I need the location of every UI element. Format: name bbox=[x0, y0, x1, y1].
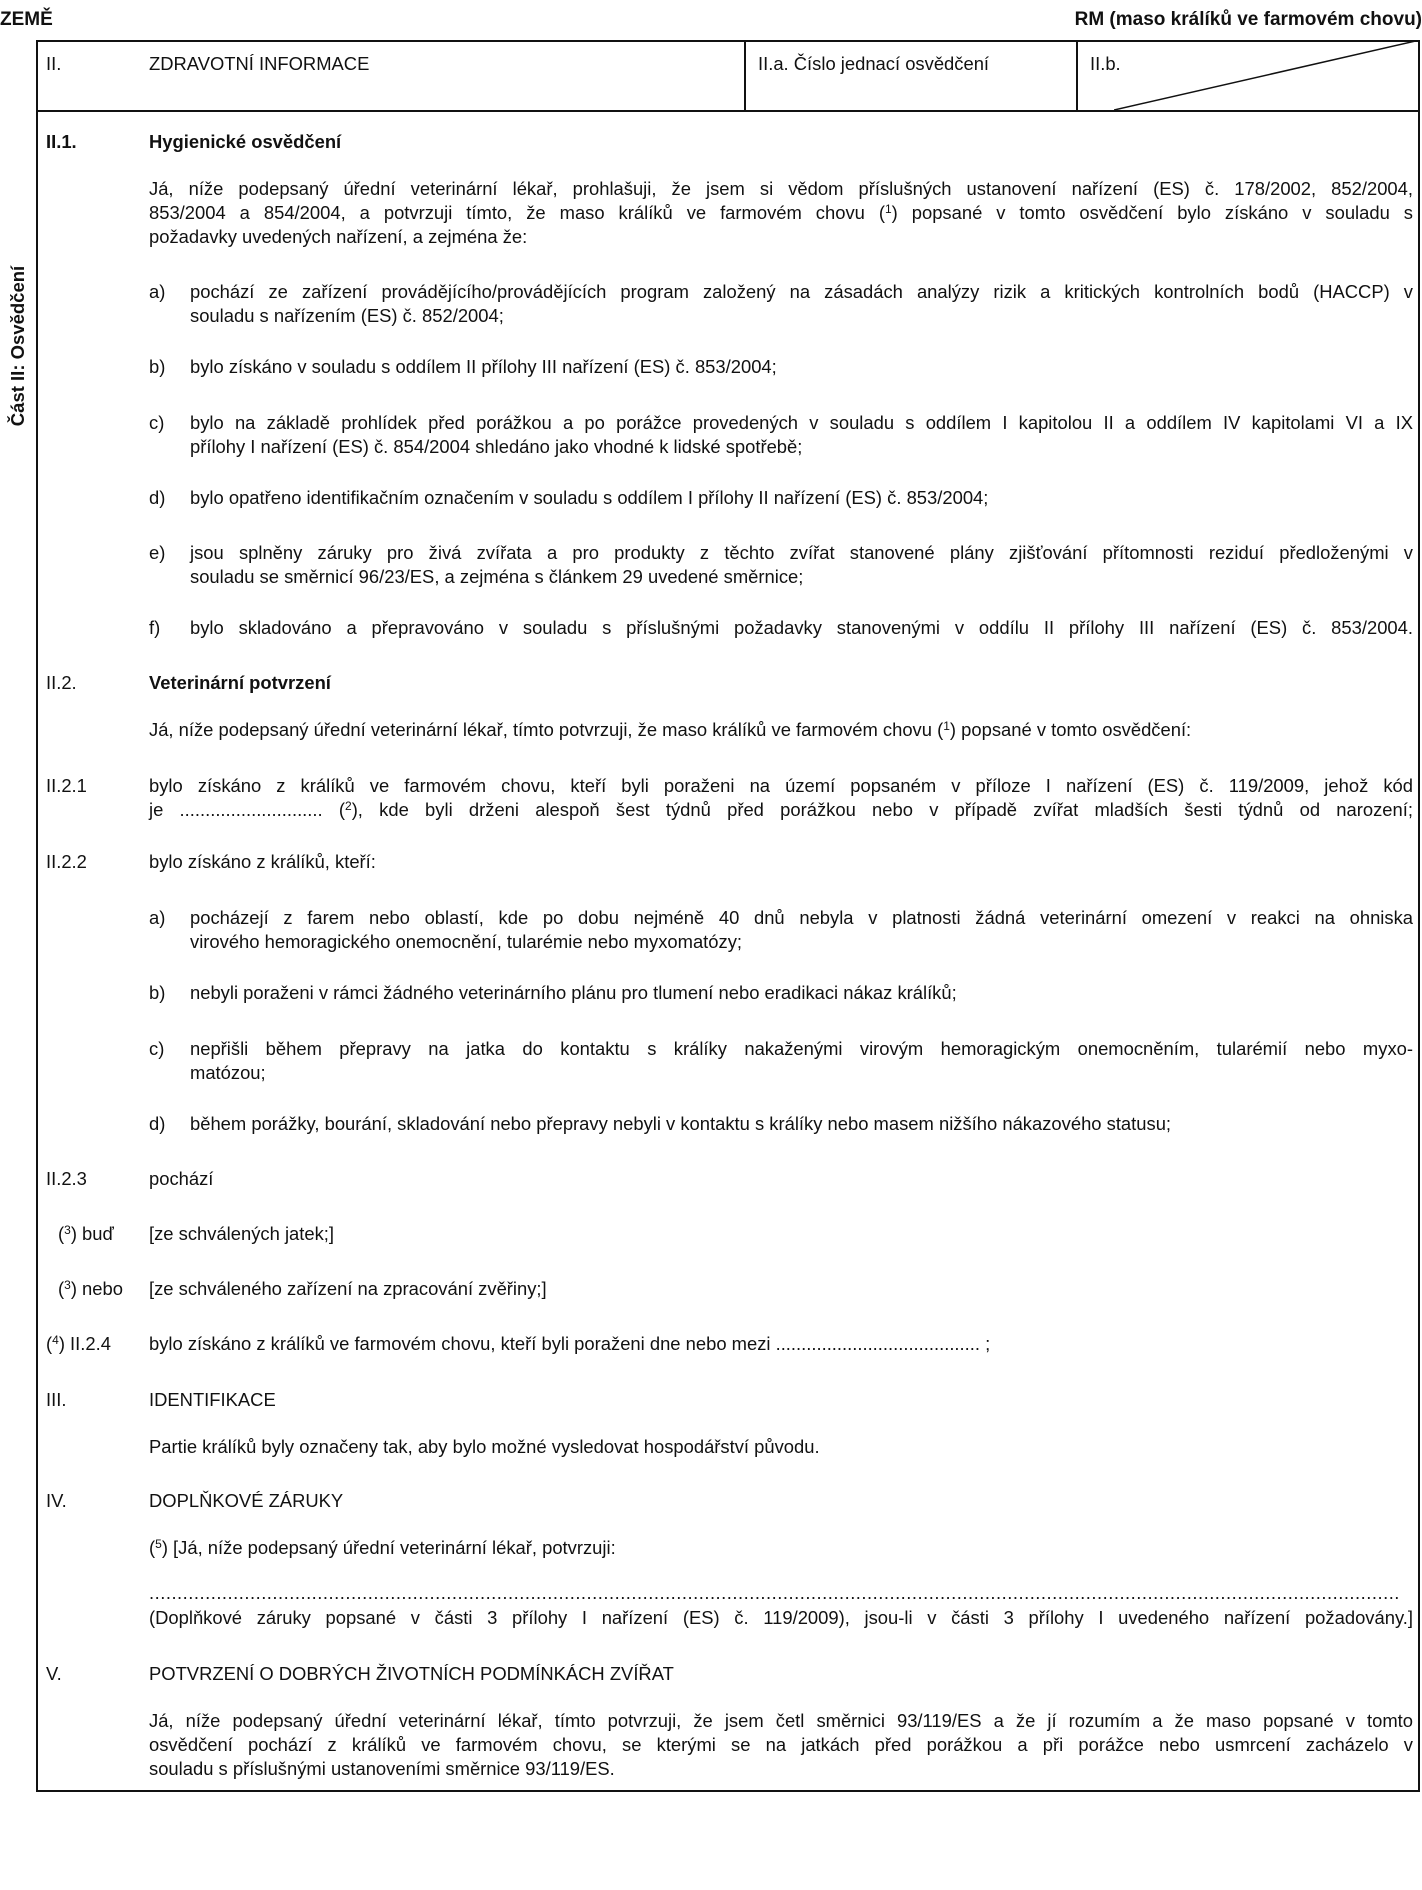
header-row bbox=[36, 40, 1420, 112]
identification-text: Partie králíků byly označeny tak, aby bylo možné vysledovat hospodářství původu. bbox=[149, 1436, 820, 1457]
side-label: Část II: Osvědčení bbox=[7, 265, 28, 427]
item-label: c) bbox=[149, 1038, 165, 1059]
list-item: bylo získáno v souladu s oddílem II přílohy III nařízení (ES) č. 853/2004; bbox=[190, 356, 777, 377]
item-label: c) bbox=[149, 412, 165, 433]
item-label: b) bbox=[149, 356, 166, 377]
side-label-box bbox=[0, 42, 38, 650]
section-title: DOPLŇKOVÉ ZÁRUKY bbox=[149, 1490, 344, 1511]
certificate-reference-label: II.a. Číslo jednací osvědčení bbox=[758, 53, 990, 74]
hygiene-intro: Já, níže podepsaný úřední veterinární lékař, prohlašuji, že jsem si vědom příslušných ustanovení nařízení (ES) č. 178/2002, 852/2004, 853/2004 a 854/2004, a potvrzuji tímto, že maso králíků ve farmovém chovu ($^1$) popsané v tomto osvědčení bylo získáno v souladu s požadavky uvedených nařízení, a zejména že: bbox=[149, 178, 1413, 247]
item-label: e) bbox=[149, 542, 166, 563]
diagonal-strike bbox=[1114, 40, 1420, 110]
option-text: [ze schválených jatek;] bbox=[149, 1223, 335, 1244]
paragraph-text: pochází bbox=[149, 1168, 214, 1189]
paragraph-number: II.2.3 bbox=[46, 1168, 87, 1189]
paragraph-text: bylo získáno z králíků ve farmovém chovu, kteří byli poraženi na území popsaném v příloze I nařízení (ES) č. 119/2009, jehož kód je ............................ ($^2$), kde byli drženi alespoň šest týdnů před porážkou nebo v případě zvířat mladších šesti týdnů od narození; bbox=[149, 775, 1413, 820]
paragraph-number: ($^4$) II.2.4 bbox=[46, 1333, 111, 1354]
option-label: ($^3$) buď bbox=[58, 1223, 114, 1244]
item-label: a) bbox=[149, 907, 166, 928]
list-item: pocházejí z farem nebo oblastí, kde po dobu nejméně 40 dnů nebyla v platnosti žádná veterinární omezení v reakci na ohniska virového hemoragického onemocnění, tularémie nebo myxomatózy; bbox=[190, 907, 1413, 952]
welfare-text: Já, níže podepsaný úřední veterinární lékař, tímto potvrzuji, že jsem četl směrnici 93/119/ES a že jí rozumím a že maso popsané v tomto osvědčení pochází z králíků ve farmovém chovu, se kterými se na jatkách před porážkou a při porážce nebo usmrcení zacházelo v souladu s příslušnými ustanoveními směrnice 93/119/ES. bbox=[149, 1710, 1413, 1779]
guarantee-note: (Doplňkové záruky popsané v části 3 přílohy I nařízení (ES) č. 119/2009), jsou-li v části 3 přílohy I uvedeného nařízení požadovány.] bbox=[149, 1607, 1413, 1628]
option-label: ($^3$) nebo bbox=[58, 1278, 123, 1299]
paragraph-text: bylo získáno z králíků, kteří: bbox=[149, 851, 376, 872]
certificate-model: RM (maso králíků ve farmovém chovu) bbox=[1074, 9, 1422, 30]
section-title: IDENTIFIKACE bbox=[149, 1389, 276, 1410]
option-text: [ze schváleného zařízení na zpracování zvěřiny;] bbox=[149, 1278, 547, 1299]
paragraph-number: II.2.1 bbox=[46, 775, 87, 796]
section-number: V. bbox=[46, 1663, 62, 1684]
section-number: II.1. bbox=[46, 131, 77, 152]
header-divider bbox=[744, 40, 746, 110]
paragraph-number: II.2.2 bbox=[46, 851, 87, 872]
list-item: během porážky, bourání, skladování nebo přepravy nebyli v kontaktu s králíky nebo masem nižšího nákazového statusu; bbox=[190, 1113, 1172, 1134]
section-number: III. bbox=[46, 1389, 67, 1410]
guarantee-text: ($^5$) [Já, níže podepsaný úřední veterinární lékař, potvrzuji: bbox=[149, 1537, 616, 1558]
section-title: POTVRZENÍ O DOBRÝCH ŽIVOTNÍCH PODMÍNKÁCH ZVÍŘAT bbox=[149, 1663, 674, 1684]
list-item: nebyli poraženi v rámci žádného veterinárního plánu pro tlumení nebo eradikaci nákaz králíků; bbox=[190, 982, 957, 1003]
list-item: jsou splněny záruky pro živá zvířata a pro produkty z těchto zvířat stanovené plány zjišťování přítomnosti reziduí předloženými v souladu se směrnicí 96/23/ES, a zejména s článkem 29 uvedené směrnice; bbox=[190, 542, 1413, 587]
list-item: bylo skladováno a přepravováno v souladu s příslušnými požadavky stanovenými v oddílu II přílohy III nařízení (ES) č. 853/2004. bbox=[190, 617, 1413, 638]
list-item: nepřišli během přepravy na jatka do kontaktu s králíky nakaženými virovým hemoragickým onemocněním, tularémií nebo myxo- matózou; bbox=[190, 1038, 1413, 1083]
section-title: Veterinární potvrzení bbox=[149, 672, 331, 693]
section-number: II.2. bbox=[46, 672, 77, 693]
list-item: bylo na základě prohlídek před porážkou a po porážce provedených v souladu s oddílem I kapitolou II a oddílem IV kapitolami VI a IX přílohy I nařízení (ES) č. 854/2004 shledáno jako vhodné k lidské spotřebě; bbox=[190, 412, 1413, 457]
country-label: ZEMĚ bbox=[0, 9, 53, 30]
header-section-title: ZDRAVOTNÍ INFORMACE bbox=[149, 53, 370, 74]
veterinary-intro: Já, níže podepsaný úřední veterinární lékař, tímto potvrzuji, že maso králíků ve farmovém chovu ($^1$) popsané v tomto osvědčení: bbox=[149, 719, 1192, 740]
list-item: pochází ze zařízení provádějícího/provádějících program založený na zásadách analýzy rizik a kritických kontrolních bodů (HACCP) v souladu s nařízením (ES) č. 852/2004; bbox=[190, 281, 1413, 326]
item-label: a) bbox=[149, 281, 166, 302]
item-label: d) bbox=[149, 1113, 166, 1134]
paragraph-text: bylo získáno z králíků ve farmovém chovu, kteří byli poraženi dne nebo mezi ........................................ ; bbox=[149, 1333, 991, 1354]
guarantee-dotted-line: ............................................................................................................................................................................................................................... bbox=[149, 1582, 1400, 1603]
item-label: b) bbox=[149, 982, 166, 1003]
header-divider bbox=[1076, 40, 1078, 110]
item-label: d) bbox=[149, 487, 166, 508]
item-label: f) bbox=[149, 617, 161, 638]
header-section-number: II. bbox=[46, 53, 62, 74]
header-iib-label: II.b. bbox=[1090, 53, 1121, 74]
section-title: Hygienické osvědčení bbox=[149, 131, 342, 152]
section-number: IV. bbox=[46, 1490, 67, 1511]
list-item: bylo opatřeno identifikačním označením v souladu s oddílem I přílohy II nařízení (ES) č. 853/2004; bbox=[190, 487, 989, 508]
